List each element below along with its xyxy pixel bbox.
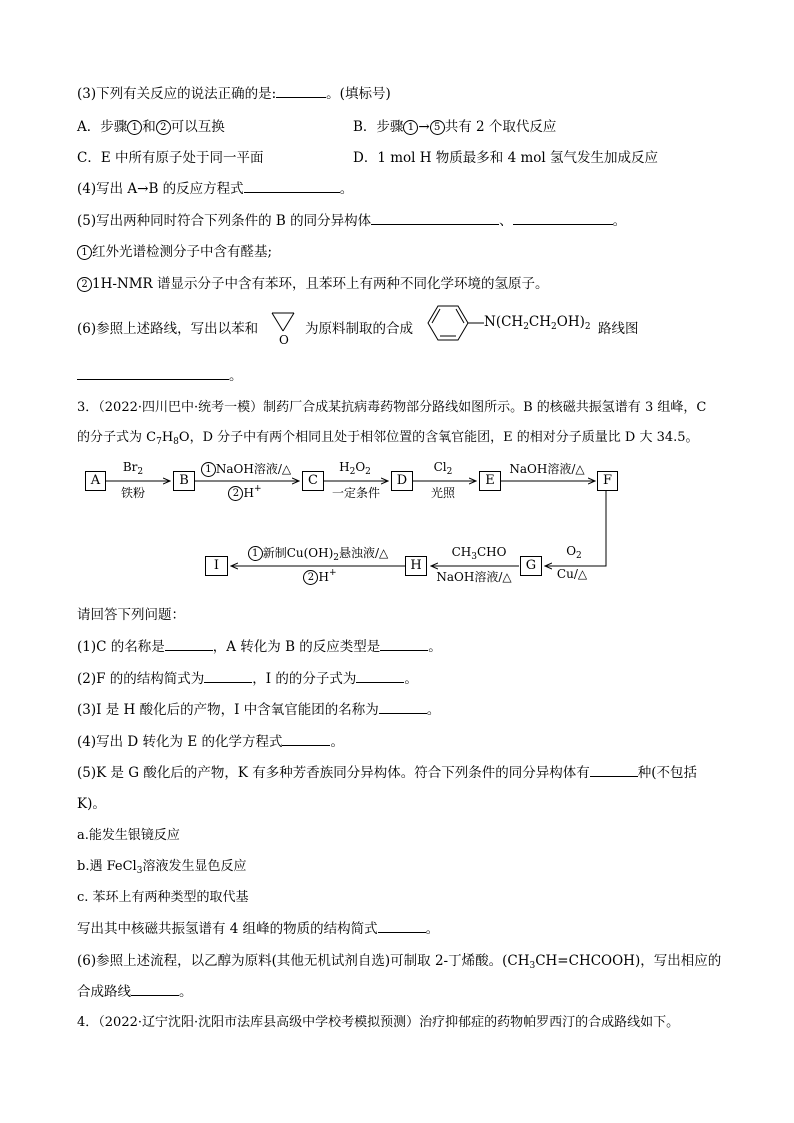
answer-blank[interactable] (165, 636, 213, 651)
answer-blank[interactable] (282, 731, 330, 746)
compound-b: B (173, 471, 195, 491)
q3-part6-cont: 合成路线 。 (77, 980, 193, 1000)
reagent-ab-bottom: 铁粉 (120, 486, 145, 500)
answer-blank[interactable] (204, 668, 252, 683)
condition-b: b.遇 FeCl$_3$溶液发生显色反应 (77, 859, 247, 876)
compound-a: A (85, 471, 106, 491)
reagent-cd-top: $H_2O_2$ (339, 460, 371, 477)
reagent-ab-top: $Br_2$ (122, 460, 144, 477)
epoxide-oxygen: O (279, 333, 289, 347)
reagent-fg-bottom: Cu/△ (556, 567, 588, 581)
q2-part6-c: 路线图 (598, 321, 639, 337)
reagent-hi-bottom: 2 H+ (290, 568, 350, 585)
compound-e: E (479, 471, 501, 491)
compound-h: H (405, 556, 427, 576)
compound-i: I (205, 556, 228, 576)
answer-blank[interactable] (356, 668, 404, 683)
reagent-fg-top: $O_2$ (566, 544, 582, 561)
reagent-gh-bottom: NaOH溶液/△ (436, 570, 512, 584)
q3-part2: (2)F 的的结构简式为 ，I 的的分子式为 。 (77, 667, 418, 687)
q3-header-line2: 的分子式为 $C_7H_8O$，D 分子中有两个相同且处于相邻位置的含氧官能团，E 的相对分子质量比 D 大 34.5。 (77, 430, 699, 447)
condition-a: a.能发生银镜反应 (77, 828, 180, 843)
q2-part5: (5)写出两种同时符合下列条件的 B 的同分异构体 、 。 (77, 209, 626, 229)
reagent-bc-bottom: 2 H+ (215, 484, 275, 501)
q3-header: 3．（2022·四川巴中·统考一模）制药厂合成某抗病毒药物部分路线如图所示。B 的核磁共振氢谱有 3 组峰，C (77, 400, 707, 415)
compound-d: D (391, 471, 413, 491)
q3-part5-cont: K)。 (77, 796, 106, 812)
reagent-gh-top: $CH_3CHO$ (451, 545, 507, 562)
answer-blank[interactable] (131, 981, 179, 996)
answer-blank[interactable] (378, 918, 426, 933)
compound-c: C (302, 471, 324, 491)
q2-part4: (4)写出 A→B 的反应方程式 。 (77, 177, 353, 197)
reagent-de-bottom: 光照 (430, 486, 455, 500)
q3-part1: (1)C 的名称是 ，A 转化为 B 的反应类型是 。 (77, 635, 442, 655)
q3-part6: (6)参照上述流程，以乙醇为原料(其他无机试剂自选)可制取 2-丁烯酸。$(CH_3CH=CHCOOH)$，写出相应的 (77, 953, 722, 971)
answer-blank[interactable] (380, 636, 428, 651)
reagent-hi-top: 1 新制$Cu(OH)_2$悬浊液/△ (234, 544, 402, 563)
q3-prompt: 请回答下列问题： (77, 607, 185, 623)
q2-part6-b: 为原料制取的合成 (305, 321, 413, 337)
amine-formula: $N(CH_2CH_2OH)_2$ (484, 314, 591, 332)
answer-blank[interactable] (590, 762, 638, 777)
compound-f: F (597, 471, 618, 491)
reagent-cd-bottom: 一定条件 (331, 486, 380, 500)
q3-part5: (5)K 是 G 酸化后的产物，K 有多种芳香族同分异构体。符合下列条件的同分异构体有 种(不包括 (77, 761, 697, 781)
condition-c: c. 苯环上有两种类型的取代基 (77, 890, 249, 905)
condition-2: 2 1H-NMR 谱显示分子中含有苯环，且苯环上有两种不同化学环境的氢原子。 (77, 272, 549, 292)
option-a: A．步骤 1 和 2 可以互换 (77, 119, 225, 135)
condition-1: 1 红外光谱检测分子中含有醛基; (77, 240, 272, 260)
q2-part3: (3)下列有关反应的说法正确的是: 。(填标号) (77, 82, 391, 102)
answer-blank[interactable] (379, 699, 427, 714)
reagent-ef-top: NaOH溶液/△ (509, 462, 585, 476)
q3-part3: (3)I 是 H 酸化后的产物，I 中含氧官能团的名称为 。 (77, 698, 440, 718)
reagent-de-top: $Cl_2$ (433, 460, 453, 477)
option-c: C．E 中所有原子处于同一平面 (77, 150, 264, 166)
q3-part5-write: 写出其中核磁共振氢谱有 4 组峰的物质的结构简式 。 (77, 917, 439, 937)
reagent-bc-top: 1 NaOH溶液/△ (193, 460, 299, 477)
q4-header: 4．（2022·辽宁沈阳·沈阳市法库县高级中学校考模拟预测）治疗抑郁症的药物帕罗西汀的合成路线如下。 (77, 1015, 680, 1030)
q3-part4: (4)写出 D 转化为 E 的化学方程式 。 (77, 730, 344, 750)
compound-g: G (520, 556, 542, 576)
option-d: D．1 mol H 物质最多和 4 mol 氢气发生加成反应 (353, 150, 659, 166)
q2-part6-answer: 。 (77, 364, 243, 384)
q2-part6: (6)参照上述路线，写出以苯和 (77, 321, 259, 337)
option-b: B．步骤 1 → 5 共有 2 个取代反应 (353, 119, 557, 135)
